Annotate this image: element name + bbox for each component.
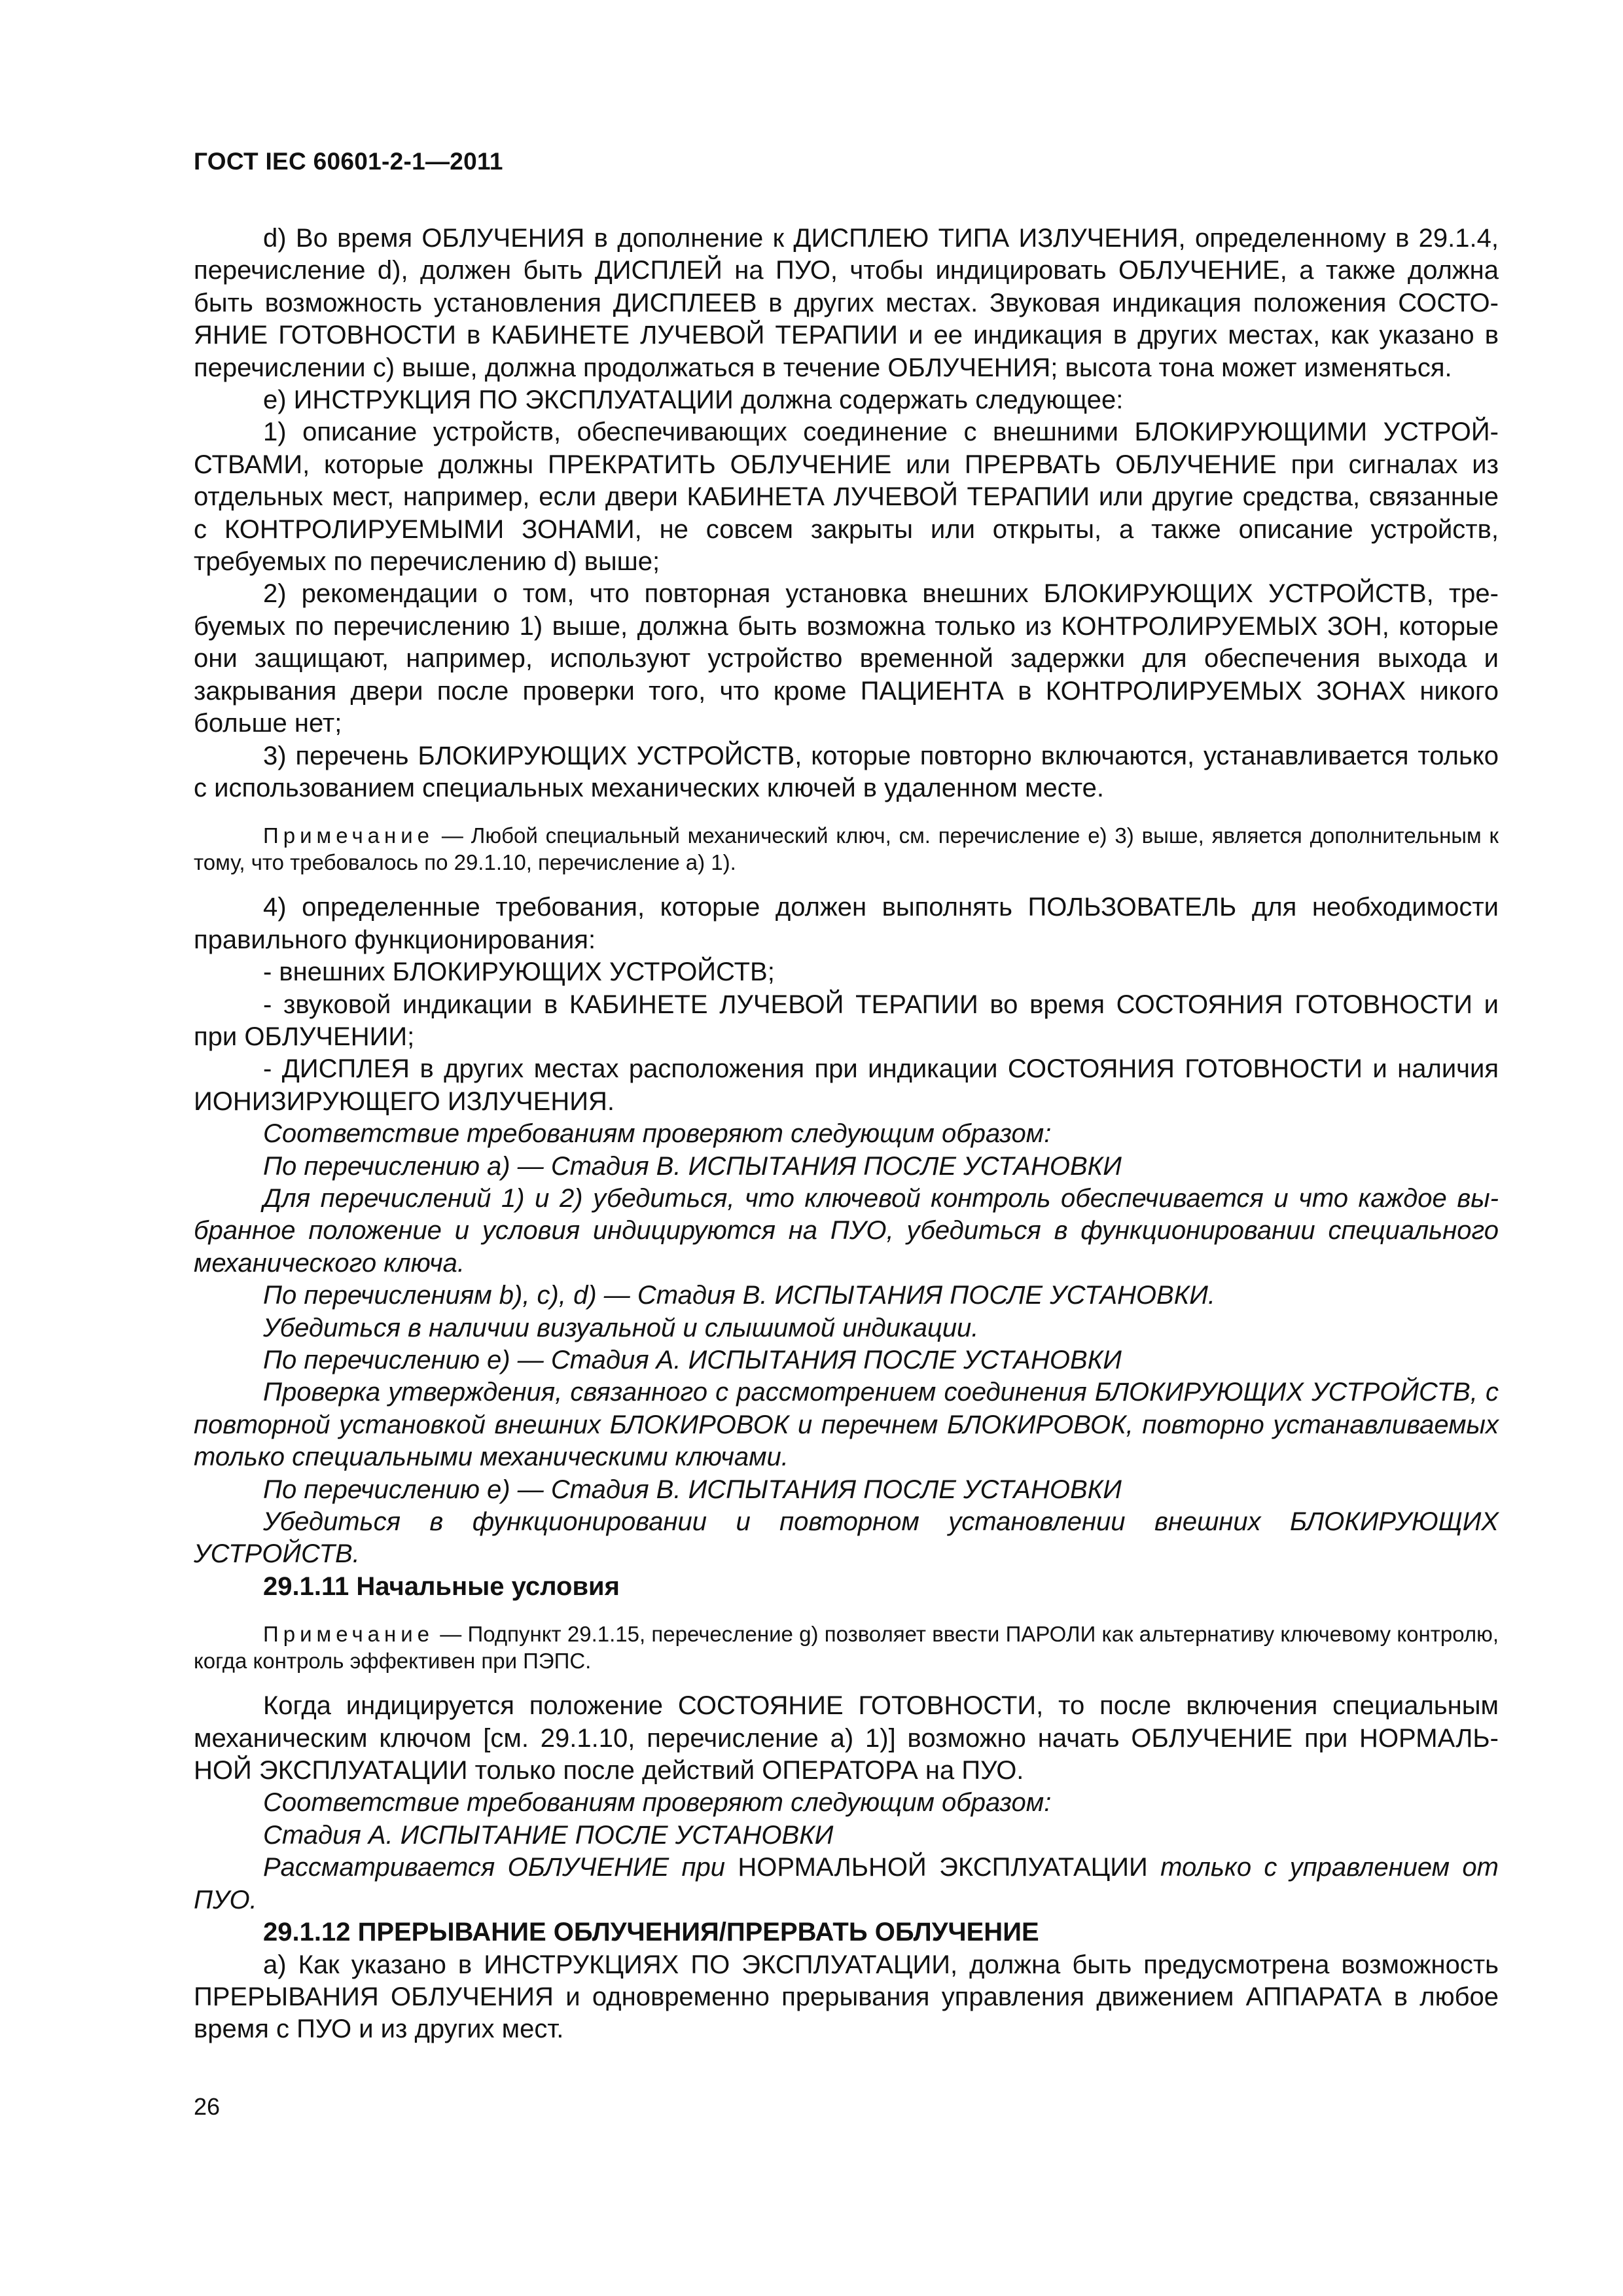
list-item-display: - ДИСПЛЕЯ в других местах расположения при индикации СОСТОЯНИЯ ГОТОВНОСТИ и наличия ИОНИЗИРУЮЩЕГО ИЗЛУЧЕНИЯ. (194, 1054, 1499, 1116)
note-1 (194, 823, 1499, 876)
list-item-interlocks: - внешних БЛОКИРУЮЩИХ УСТРОЙСТВ; (263, 958, 775, 987)
compliance-line: Убедиться в наличии визуальной и слышимой индикации. (263, 1313, 979, 1342)
compliance-line: Для перечислений 1) и 2) убедиться, что ключевой контроль обеспечивается и что каждое выбранное положение и условия индицируются на ПУО, убедиться в функционировании специального механического ключа. (194, 1183, 1499, 1278)
section-heading-29-1-11: 29.1.11 Начальные условия (263, 1571, 620, 1601)
compliance-line: По перечислению а) — Стадия В. ИСПЫТАНИЯ ПОСЛЕ УСТАНОВКИ (263, 1151, 1122, 1181)
paragraph-e1: 1) описание устройств, обеспечивающих соединение с внешними БЛОКИРУЮЩИМИ УСТРОЙСТВАМИ, которые должны ПРЕКРАТИТЬ ОБЛУЧЕНИЕ или ПРЕРВАТЬ ОБЛУЧЕНИЕ при сигналах из отдельных мест, например, если двери КАБИНЕТА ЛУЧЕВОЙ ТЕРАПИИ или другие средства, связанные с КОНТРОЛИРУЕМЫМИ ЗОНАМИ, не совсем закрыты или открыты, а также описание устройств, требуемых по перечислению d) выше; (194, 418, 1499, 577)
section-11-compliance-intro: Соответствие требованиям проверяют следующим образом: (263, 1788, 1052, 1818)
paragraph-e: е) ИНСТРУКЦИЯ ПО ЭКСПЛУАТАЦИИ должна содержать следующее: (263, 386, 1124, 415)
section-12-text: а) Как указано в ИНСТРУКЦИЯХ ПО ЭКСПЛУАТАЦИИ, должна быть предусмотрена возможность ПРЕРЫВАНИЯ ОБЛУЧЕНИЯ и одновременно прерывания управления движением АППАРАТА в любое время с ПУО и из других мест. (194, 1950, 1499, 2044)
document-body (194, 223, 1499, 2046)
page-number: 26 (194, 2093, 221, 2120)
note-text: — Любой специальный механический ключ, см. перечисление е) 3) выше, является дополнительным к тому, что требовалось по 29.1.10, перечисление а) 1). (194, 823, 1499, 874)
paragraph-e2: 2) рекомендации о том, что повторная установка внешних БЛОКИРУЮЩИХ УСТРОЙСТВ, требуемых по перечислению 1) выше, должна быть возможна только из КОНТРОЛИРУЕМЫХ ЗОН, которые они защищают, например, используют устройство временной задержки для обеспечения выхода и закрывания двери после проверки того, что кроме ПАЦИЕНТА в КОНТРОЛИРУЕМЫХ ЗОНАХ никого больше нет; (194, 579, 1499, 738)
note-2 (194, 1621, 1499, 1674)
note-label: Примечание (263, 823, 435, 848)
paragraph-e4: 4) определенные требования, которые должен выполнять ПОЛЬЗОВАТЕЛЬ для необходимости правильного функционирования: (194, 893, 1499, 954)
check-part-c: только с управлением от ПУО. (194, 1853, 1499, 1914)
section-11-check (194, 1852, 1499, 1916)
paragraph-d: d) Во время ОБЛУЧЕНИЯ в дополнение к ДИСПЛЕЮ ТИПА ИЗЛУЧЕНИЯ, определенному в 29.1.4, перечисление d), должен быть ДИСПЛЕЙ на ПУО, чтобы индицировать ОБЛУЧЕНИЕ, а также должна быть возможность установления ДИСПЛЕЕВ в других местах. Звуковая индикация положения СОСТОЯНИЕ ГОТОВНОСТИ в КАБИНЕТЕ ЛУЧЕВОЙ ТЕРАПИИ и ее индикация в других местах, как указано в перечислении с) выше, должна продолжаться в течение ОБЛУЧЕНИЯ; высота тона может изменяться. (194, 224, 1499, 382)
compliance-line: По перечислению е) — Стадия А. ИСПЫТАНИЯ ПОСЛЕ УСТАНОВКИ (263, 1346, 1122, 1374)
document-header: ГОСТ IEC 60601-2-1—2011 (194, 148, 503, 175)
note-text: — Подпункт 29.1.15, перечесление g) позволяет ввести ПАРОЛИ как альтернативу ключевому контролю, когда контроль эффективен при ПЭПС. (194, 1622, 1499, 1673)
compliance-line: По перечислениям b), с), d) — Стадия В. ИСПЫТАНИЯ ПОСЛЕ УСТАНОВКИ. (263, 1281, 1215, 1310)
compliance-line: По перечислению е) — Стадия В. ИСПЫТАНИЯ ПОСЛЕ УСТАНОВКИ (263, 1475, 1122, 1504)
compliance-intro: Соответствие требованиям проверяют следующим образом: (263, 1119, 1052, 1149)
section-heading-29-1-12: 29.1.12 ПРЕРЫВАНИЕ ОБЛУЧЕНИЯ/ПРЕРВАТЬ ОБЛУЧЕНИЕ (263, 1918, 1039, 1947)
section-11-text: Когда индицируется положение СОСТОЯНИЕ ГОТОВНОСТИ, то после включения специальным механическим ключом [см. 29.1.10, перечисление а) 1)] возможно начать ОБЛУЧЕНИЕ при НОРМАЛЬНОЙ ЭКСПЛУАТАЦИИ только после действий ОПЕРАТОРА на ПУО. (194, 1691, 1499, 1785)
compliance-line: Убедиться в функционировании и повторном установлении внешних БЛОКИРУЮЩИХ УСТРОЙСТВ. (194, 1507, 1499, 1569)
paragraph-e3: 3) перечень БЛОКИРУЮЩИХ УСТРОЙСТВ, которые повторно включаются, устанавливается только с использованием специальных механических ключей в удаленном месте. (194, 741, 1499, 802)
list-item-audio: - звуковой индикации в КАБИНЕТЕ ЛУЧЕВОЙ ТЕРАПИИ во время СОСТОЯНИЯ ГОТОВНОСТИ и при ОБЛУЧЕНИИ; (194, 990, 1499, 1051)
compliance-line: Проверка утверждения, связанного с рассмотрением соединения БЛОКИРУЮЩИХ УСТРОЙСТВ, с повторной установкой внешних БЛОКИРОВОК и перечнем БЛОКИРОВОК, повторно устанавливаемых только специальными механическими ключами. (194, 1378, 1499, 1472)
check-part-a: Рассматривается ОБЛУЧЕНИЕ при (263, 1853, 738, 1882)
note-label: Примечание (263, 1622, 435, 1647)
check-part-b: НОРМАЛЬНОЙ ЭКСПЛУАТАЦИИ (738, 1853, 1148, 1882)
section-11-stage: Стадия А. ИСПЫТАНИЕ ПОСЛЕ УСТАНОВКИ (263, 1820, 834, 1850)
